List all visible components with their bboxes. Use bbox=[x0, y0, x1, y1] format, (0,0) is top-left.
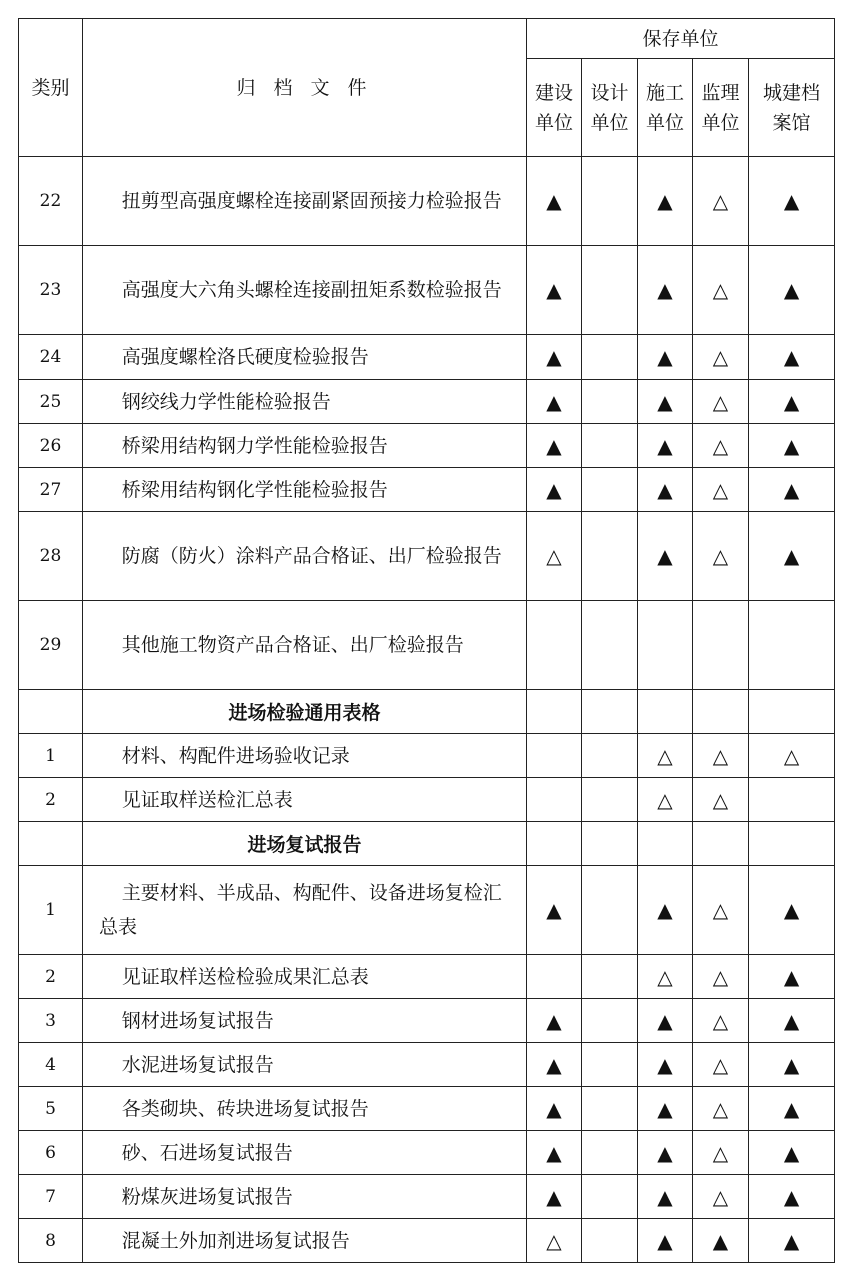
header-category: 类别 bbox=[19, 19, 83, 157]
row-number: 27 bbox=[19, 468, 83, 512]
empty-mark-cell bbox=[582, 246, 638, 335]
hollow-triangle-mark: △ bbox=[693, 1087, 749, 1131]
hollow-triangle-mark: △ bbox=[527, 1219, 582, 1263]
empty-mark-cell bbox=[582, 999, 638, 1043]
document-name-cell bbox=[83, 601, 527, 690]
section-row bbox=[19, 690, 835, 734]
hollow-triangle-mark: △ bbox=[693, 157, 749, 246]
header-unit-0 bbox=[527, 59, 582, 157]
empty-mark-cell bbox=[527, 601, 582, 690]
document-name-cell bbox=[83, 424, 527, 468]
section-title: 进场检验通用表格 bbox=[83, 690, 527, 734]
table-row bbox=[19, 1087, 835, 1131]
empty-mark-cell bbox=[527, 734, 582, 778]
document-name-cell bbox=[83, 380, 527, 424]
archive-table-page bbox=[18, 18, 834, 1268]
empty-mark-cell bbox=[749, 778, 835, 822]
document-name-cell bbox=[83, 157, 527, 246]
section-blank-cell bbox=[582, 822, 638, 866]
document-name: 水泥进场复试报告 bbox=[121, 1053, 274, 1076]
document-name: 材料、构配件进场验收记录 bbox=[121, 744, 350, 767]
table-row bbox=[19, 778, 835, 822]
table-row bbox=[19, 380, 835, 424]
document-name-cell bbox=[83, 246, 527, 335]
document-name: 其他施工物资产品合格证、出厂检验报告 bbox=[121, 634, 464, 656]
header-unit-line: 设计 bbox=[590, 81, 629, 104]
section-blank-cell bbox=[638, 690, 693, 734]
table-row bbox=[19, 955, 835, 999]
row-number: 25 bbox=[19, 380, 83, 424]
filled-triangle-mark: ▲ bbox=[638, 335, 693, 380]
filled-triangle-mark: ▲ bbox=[638, 468, 693, 512]
table-row bbox=[19, 1043, 835, 1087]
hollow-triangle-mark: △ bbox=[693, 778, 749, 822]
section-blank-cell bbox=[693, 690, 749, 734]
filled-triangle-mark: ▲ bbox=[749, 380, 835, 424]
header-unit-2 bbox=[638, 59, 693, 157]
row-number: 1 bbox=[19, 734, 83, 778]
header-unit-line: 单位 bbox=[701, 111, 740, 134]
filled-triangle-mark: ▲ bbox=[527, 380, 582, 424]
hollow-triangle-mark: △ bbox=[693, 468, 749, 512]
document-name: 桥梁用结构钢化学性能检验报告 bbox=[121, 478, 388, 501]
empty-mark-cell bbox=[582, 601, 638, 690]
header-unit-line: 单位 bbox=[645, 111, 684, 134]
header-unit-line: 建设 bbox=[534, 81, 573, 104]
section-blank-cell bbox=[527, 690, 582, 734]
document-name-cell bbox=[83, 866, 527, 955]
filled-triangle-mark: ▲ bbox=[527, 157, 582, 246]
hollow-triangle-mark: △ bbox=[693, 512, 749, 601]
row-number: 6 bbox=[19, 1131, 83, 1175]
table-row bbox=[19, 866, 835, 955]
row-number: 2 bbox=[19, 778, 83, 822]
filled-triangle-mark: ▲ bbox=[749, 424, 835, 468]
filled-triangle-mark: ▲ bbox=[638, 1087, 693, 1131]
filled-triangle-mark: ▲ bbox=[638, 999, 693, 1043]
empty-mark-cell bbox=[582, 157, 638, 246]
document-name-cell bbox=[83, 1219, 527, 1263]
document-name-cell bbox=[83, 1131, 527, 1175]
section-blank-cell bbox=[749, 822, 835, 866]
empty-mark-cell bbox=[582, 1043, 638, 1087]
filled-triangle-mark: ▲ bbox=[638, 380, 693, 424]
header-unit-1 bbox=[582, 59, 638, 157]
hollow-triangle-mark: △ bbox=[693, 335, 749, 380]
row-number: 26 bbox=[19, 424, 83, 468]
row-number: 7 bbox=[19, 1175, 83, 1219]
empty-mark-cell bbox=[582, 424, 638, 468]
empty-mark-cell bbox=[527, 955, 582, 999]
table-header bbox=[19, 19, 835, 157]
row-number: 3 bbox=[19, 999, 83, 1043]
filled-triangle-mark: ▲ bbox=[638, 512, 693, 601]
filled-triangle-mark: ▲ bbox=[527, 866, 582, 955]
empty-mark-cell bbox=[527, 778, 582, 822]
filled-triangle-mark: ▲ bbox=[527, 424, 582, 468]
empty-mark-cell bbox=[582, 734, 638, 778]
table-row bbox=[19, 512, 835, 601]
empty-mark-cell bbox=[582, 1175, 638, 1219]
header-unit-line: 施工 bbox=[645, 81, 684, 104]
filled-triangle-mark: ▲ bbox=[749, 866, 835, 955]
empty-mark-cell bbox=[582, 778, 638, 822]
header-unit-line: 单位 bbox=[534, 111, 573, 134]
document-name: 混凝土外加剂进场复试报告 bbox=[121, 1229, 350, 1252]
section-title: 进场复试报告 bbox=[83, 822, 527, 866]
section-blank-cell bbox=[749, 690, 835, 734]
document-name: 扭剪型高强度螺栓连接副紧固预接力检验报告 bbox=[121, 190, 502, 212]
document-name-cell bbox=[83, 955, 527, 999]
document-name: 高强度大六角头螺栓连接副扭矩系数检验报告 bbox=[121, 279, 502, 301]
hollow-triangle-mark: △ bbox=[693, 734, 749, 778]
document-name-cell bbox=[83, 999, 527, 1043]
document-name: 钢绞线力学性能检验报告 bbox=[121, 390, 331, 413]
table-row bbox=[19, 1175, 835, 1219]
document-name-cell bbox=[83, 1043, 527, 1087]
filled-triangle-mark: ▲ bbox=[638, 424, 693, 468]
filled-triangle-mark: ▲ bbox=[749, 999, 835, 1043]
empty-mark-cell bbox=[693, 601, 749, 690]
filled-triangle-mark: ▲ bbox=[749, 1131, 835, 1175]
document-name-cell bbox=[83, 335, 527, 380]
row-number: 28 bbox=[19, 512, 83, 601]
row-number: 5 bbox=[19, 1087, 83, 1131]
row-number: 4 bbox=[19, 1043, 83, 1087]
hollow-triangle-mark: △ bbox=[693, 424, 749, 468]
filled-triangle-mark: ▲ bbox=[638, 1175, 693, 1219]
document-name: 见证取样送检汇总表 bbox=[121, 788, 293, 811]
hollow-triangle-mark: △ bbox=[693, 380, 749, 424]
hollow-triangle-mark: △ bbox=[638, 778, 693, 822]
row-number: 22 bbox=[19, 157, 83, 246]
filled-triangle-mark: ▲ bbox=[693, 1219, 749, 1263]
table-row bbox=[19, 335, 835, 380]
hollow-triangle-mark: △ bbox=[693, 955, 749, 999]
section-blank-cell bbox=[527, 822, 582, 866]
row-number: 1 bbox=[19, 866, 83, 955]
row-number: 29 bbox=[19, 601, 83, 690]
filled-triangle-mark: ▲ bbox=[749, 1043, 835, 1087]
filled-triangle-mark: ▲ bbox=[749, 335, 835, 380]
document-name-cell bbox=[83, 468, 527, 512]
section-blank-cell bbox=[638, 822, 693, 866]
filled-triangle-mark: ▲ bbox=[749, 955, 835, 999]
header-unit-line: 监理 bbox=[701, 81, 740, 104]
table-row bbox=[19, 1219, 835, 1263]
hollow-triangle-mark: △ bbox=[749, 734, 835, 778]
document-name-cell bbox=[83, 512, 527, 601]
row-number: 23 bbox=[19, 246, 83, 335]
header-unit-line: 案馆 bbox=[772, 111, 811, 134]
document-name: 高强度螺栓洛氏硬度检验报告 bbox=[121, 346, 369, 368]
table-row bbox=[19, 157, 835, 246]
table-row bbox=[19, 734, 835, 778]
empty-mark-cell bbox=[582, 335, 638, 380]
header-unit-4 bbox=[749, 59, 835, 157]
section-row bbox=[19, 822, 835, 866]
hollow-triangle-mark: △ bbox=[638, 734, 693, 778]
filled-triangle-mark: ▲ bbox=[527, 335, 582, 380]
filled-triangle-mark: ▲ bbox=[749, 1175, 835, 1219]
filled-triangle-mark: ▲ bbox=[638, 1131, 693, 1175]
filled-triangle-mark: ▲ bbox=[527, 246, 582, 335]
empty-mark-cell bbox=[582, 512, 638, 601]
table-row bbox=[19, 1131, 835, 1175]
document-name: 桥梁用结构钢力学性能检验报告 bbox=[121, 434, 388, 457]
section-blank-cell bbox=[19, 822, 83, 866]
document-name-cell bbox=[83, 778, 527, 822]
table-row bbox=[19, 601, 835, 690]
document-name-cell bbox=[83, 1175, 527, 1219]
header-file: 归 档 文 件 bbox=[83, 19, 527, 157]
header-storage: 保存单位 bbox=[527, 19, 835, 59]
section-blank-cell bbox=[19, 690, 83, 734]
header-unit-3 bbox=[693, 59, 749, 157]
empty-mark-cell bbox=[582, 1131, 638, 1175]
document-name: 主要材料、半成品、构配件、设备进场复检汇总表 bbox=[99, 882, 502, 938]
row-number: 8 bbox=[19, 1219, 83, 1263]
hollow-triangle-mark: △ bbox=[693, 866, 749, 955]
empty-mark-cell bbox=[582, 1087, 638, 1131]
filled-triangle-mark: ▲ bbox=[638, 246, 693, 335]
table-row bbox=[19, 999, 835, 1043]
section-blank-cell bbox=[582, 690, 638, 734]
hollow-triangle-mark: △ bbox=[693, 1043, 749, 1087]
filled-triangle-mark: ▲ bbox=[749, 246, 835, 335]
filled-triangle-mark: ▲ bbox=[638, 1043, 693, 1087]
filled-triangle-mark: ▲ bbox=[749, 468, 835, 512]
table-row bbox=[19, 246, 835, 335]
filled-triangle-mark: ▲ bbox=[527, 1175, 582, 1219]
filled-triangle-mark: ▲ bbox=[749, 157, 835, 246]
document-name: 粉煤灰进场复试报告 bbox=[121, 1185, 293, 1208]
archive-table bbox=[18, 18, 835, 1263]
document-name: 各类砌块、砖块进场复试报告 bbox=[121, 1097, 369, 1120]
filled-triangle-mark: ▲ bbox=[527, 1043, 582, 1087]
table-body bbox=[19, 157, 835, 1263]
hollow-triangle-mark: △ bbox=[693, 999, 749, 1043]
header-unit-line: 单位 bbox=[590, 111, 629, 134]
row-number: 24 bbox=[19, 335, 83, 380]
empty-mark-cell bbox=[638, 601, 693, 690]
section-blank-cell bbox=[693, 822, 749, 866]
hollow-triangle-mark: △ bbox=[638, 955, 693, 999]
document-name: 钢材进场复试报告 bbox=[121, 1009, 274, 1032]
empty-mark-cell bbox=[582, 468, 638, 512]
filled-triangle-mark: ▲ bbox=[749, 512, 835, 601]
table-row bbox=[19, 424, 835, 468]
empty-mark-cell bbox=[582, 1219, 638, 1263]
table-row bbox=[19, 468, 835, 512]
document-name-cell bbox=[83, 734, 527, 778]
header-unit-line: 城建档 bbox=[763, 81, 821, 104]
hollow-triangle-mark: △ bbox=[693, 1131, 749, 1175]
hollow-triangle-mark: △ bbox=[527, 512, 582, 601]
empty-mark-cell bbox=[582, 380, 638, 424]
filled-triangle-mark: ▲ bbox=[527, 468, 582, 512]
filled-triangle-mark: ▲ bbox=[638, 1219, 693, 1263]
empty-mark-cell bbox=[749, 601, 835, 690]
empty-mark-cell bbox=[582, 866, 638, 955]
filled-triangle-mark: ▲ bbox=[749, 1219, 835, 1263]
document-name: 砂、石进场复试报告 bbox=[121, 1141, 293, 1164]
hollow-triangle-mark: △ bbox=[693, 1175, 749, 1219]
filled-triangle-mark: ▲ bbox=[638, 866, 693, 955]
empty-mark-cell bbox=[582, 955, 638, 999]
filled-triangle-mark: ▲ bbox=[527, 999, 582, 1043]
row-number: 2 bbox=[19, 955, 83, 999]
filled-triangle-mark: ▲ bbox=[749, 1087, 835, 1131]
filled-triangle-mark: ▲ bbox=[527, 1087, 582, 1131]
document-name-cell bbox=[83, 1087, 527, 1131]
document-name: 见证取样送检检验成果汇总表 bbox=[121, 965, 369, 988]
filled-triangle-mark: ▲ bbox=[638, 157, 693, 246]
document-name: 防腐（防火）涂料产品合格证、出厂检验报告 bbox=[121, 545, 502, 567]
filled-triangle-mark: ▲ bbox=[527, 1131, 582, 1175]
hollow-triangle-mark: △ bbox=[693, 246, 749, 335]
